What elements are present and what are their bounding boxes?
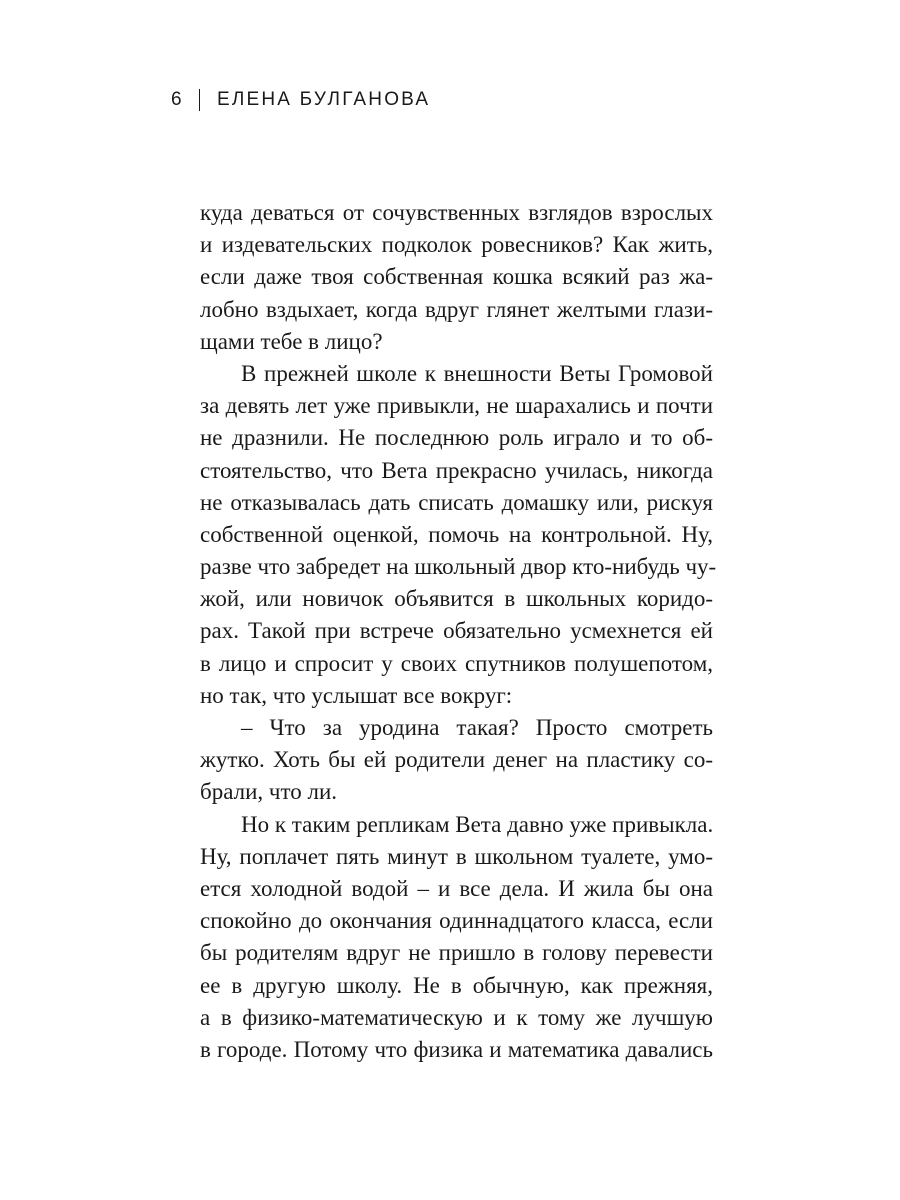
text-line: не дразнили. Не последнюю роль играло и то об- [200,425,713,451]
text-line: собственной оценкой, помочь на контрольной. Ну, [200,521,713,547]
text-line: В прежней школе к внешности Веты Громовой [241,360,713,386]
text-line: – Что за уродина такая? Просто смотреть [241,715,713,740]
text-line: если даже твоя собственная кошка всякий раз жа- [200,264,713,290]
body-text [200,197,717,1066]
text-line: щами тебе в лицо? [200,328,383,354]
text-line: не отказывалась дать списать домашку или, рискуя [200,489,713,515]
page-number: 6 [171,89,182,110]
text-line: в городе. Потому что физика и математика давались [200,1036,713,1062]
text-line: жутко. Хоть бы ей родители денег на пластику со- [200,747,713,773]
text-line: стоятельство, что Вета прекрасно училась, никогда [200,457,713,483]
text-line: а в физико-математическую и к тому же лучшую [200,1004,713,1030]
text-line: куда деваться от сочувственных взглядов взрослых [200,200,713,225]
text-line: Но к таким репликам Вета давно уже привыкла. [241,811,714,837]
text-line: Ну, поплачет пять минут в школьном туалете, умо- [200,843,713,869]
author-name: ЕЛЕНА БУЛГАНОВА [216,89,431,110]
text-line: ется холодной водой – и все дела. И жила бы она [200,875,713,901]
text-line: спокойно до окончания одиннадцатого класса, если [200,908,713,934]
text-line: и издевательских подколок ровесников? Как жить, [200,232,713,258]
text-line: разве что забредет на школьный двор кто-нибудь чу- [200,554,717,580]
running-head [171,86,430,114]
text-line: рах. Такой при встрече обязательно усмехнется ей [200,618,713,644]
text-line: жой, или новичок объявится в школьных коридо- [200,586,713,612]
text-line: бы родителям вдруг не пришло в голову перевести [200,940,713,966]
header-separator [199,89,200,111]
text-line: за девять лет уже привыкли, не шарахались и почти [200,393,713,419]
text-line: брали, что ли. [200,779,338,805]
text-line: но так, что услышат все вокруг: [200,682,513,708]
text-line: лобно вздыхает, когда вдруг глянет желтыми глази- [200,296,713,322]
text-line: в лицо и спросит у своих спутников полушепотом, [200,650,713,676]
text-line: ее в другую школу. Не в обычную, как прежняя, [200,972,713,998]
